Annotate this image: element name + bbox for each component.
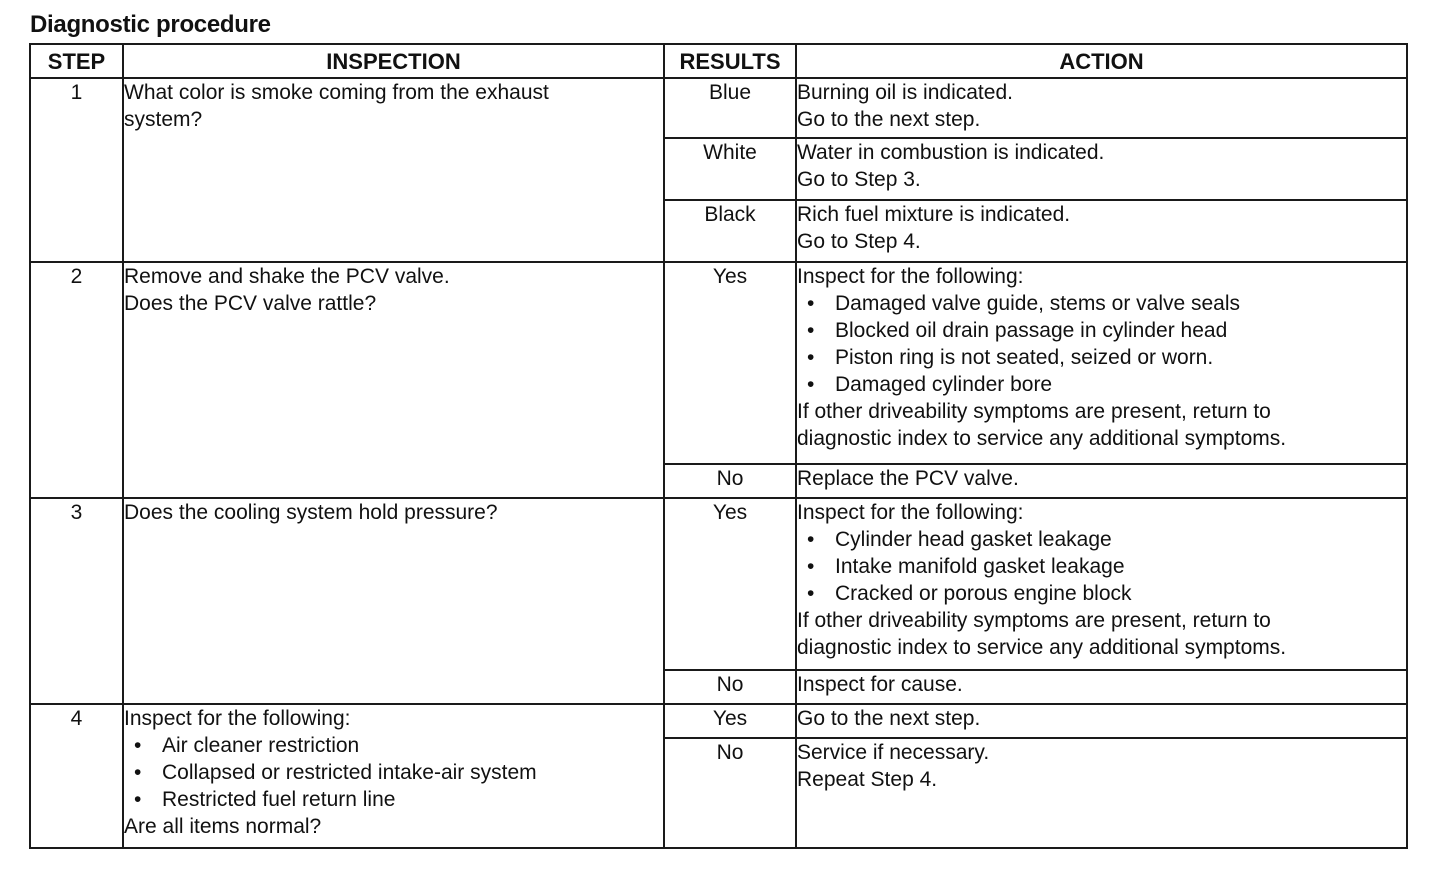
action-cell bbox=[796, 498, 1407, 670]
step-number: 2 bbox=[30, 262, 123, 498]
list-item: • Damaged valve guide, stems or valve seals bbox=[797, 290, 1406, 317]
action-line: Inspect for cause. bbox=[797, 673, 963, 696]
bullet-list bbox=[797, 526, 1406, 607]
action-cell bbox=[796, 200, 1407, 262]
result-cell: No bbox=[664, 464, 796, 498]
action-line: Go to Step 3. bbox=[797, 168, 921, 191]
list-item: • Intake manifold gasket leakage bbox=[797, 553, 1406, 580]
diagnostic-procedure-table bbox=[29, 43, 1408, 849]
result-cell: Yes bbox=[664, 262, 796, 464]
page-title: Diagnostic procedure bbox=[30, 11, 271, 38]
action-line: Water in combustion is indicated. bbox=[797, 141, 1105, 164]
result-cell: No bbox=[664, 670, 796, 704]
list-item: • Piston ring is not seated, seized or worn. bbox=[797, 344, 1406, 371]
inspection-cell bbox=[123, 498, 664, 704]
step-number: 3 bbox=[30, 498, 123, 704]
list-item: • Blocked oil drain passage in cylinder head bbox=[797, 317, 1406, 344]
action-line: diagnostic index to service any additional symptoms. bbox=[797, 427, 1287, 450]
table-row bbox=[30, 498, 1407, 670]
action-cell bbox=[796, 738, 1407, 848]
list-item: • Restricted fuel return line bbox=[124, 786, 663, 813]
step-number: 4 bbox=[30, 704, 123, 848]
inspection-cell bbox=[123, 262, 664, 498]
inspection-line: Does the cooling system hold pressure? bbox=[124, 501, 498, 524]
result-cell: Black bbox=[664, 200, 796, 262]
bullet-list bbox=[797, 290, 1406, 398]
list-item: • Collapsed or restricted intake-air system bbox=[124, 759, 663, 786]
action-line: Replace the PCV valve. bbox=[797, 467, 1019, 490]
header-results: RESULTS bbox=[664, 44, 796, 78]
table-row bbox=[30, 262, 1407, 464]
action-intro: Inspect for the following: bbox=[797, 501, 1024, 524]
list-item: • Cylinder head gasket leakage bbox=[797, 526, 1406, 553]
table-row bbox=[30, 704, 1407, 738]
inspection-line: Are all items normal? bbox=[124, 815, 322, 838]
result-cell: Yes bbox=[664, 498, 796, 670]
table-header-row bbox=[30, 44, 1407, 78]
step-number: 1 bbox=[30, 78, 123, 262]
action-cell bbox=[796, 464, 1407, 498]
inspection-line: system? bbox=[124, 108, 203, 131]
action-cell bbox=[796, 138, 1407, 200]
action-line: If other driveability symptoms are present, return to bbox=[797, 609, 1271, 632]
action-line: Burning oil is indicated. bbox=[797, 81, 1013, 104]
result-cell: Blue bbox=[664, 78, 796, 138]
header-inspection: INSPECTION bbox=[123, 44, 664, 78]
action-line: If other driveability symptoms are present, return to bbox=[797, 400, 1271, 423]
inspection-line: Remove and shake the PCV valve. bbox=[124, 265, 450, 288]
inspection-intro: Inspect for the following: bbox=[124, 707, 351, 730]
result-cell: Yes bbox=[664, 704, 796, 738]
action-line: Go to the next step. bbox=[797, 707, 981, 730]
list-item: • Cracked or porous engine block bbox=[797, 580, 1406, 607]
action-line: Rich fuel mixture is indicated. bbox=[797, 203, 1071, 226]
action-cell bbox=[796, 262, 1407, 464]
header-action: ACTION bbox=[796, 44, 1407, 78]
inspection-cell bbox=[123, 704, 664, 848]
action-cell bbox=[796, 670, 1407, 704]
action-cell bbox=[796, 78, 1407, 138]
result-cell: White bbox=[664, 138, 796, 200]
result-cell: No bbox=[664, 738, 796, 848]
action-intro: Inspect for the following: bbox=[797, 265, 1024, 288]
action-cell bbox=[796, 704, 1407, 738]
bullet-list bbox=[124, 732, 663, 813]
header-step: STEP bbox=[30, 44, 123, 78]
action-line: diagnostic index to service any additional symptoms. bbox=[797, 636, 1287, 659]
action-line: Go to Step 4. bbox=[797, 230, 921, 253]
inspection-line: What color is smoke coming from the exhaust bbox=[124, 81, 549, 104]
inspection-cell bbox=[123, 78, 664, 262]
action-line: Repeat Step 4. bbox=[797, 768, 938, 791]
list-item: • Damaged cylinder bore bbox=[797, 371, 1406, 398]
action-line: Service if necessary. bbox=[797, 741, 990, 764]
table-row bbox=[30, 78, 1407, 138]
list-item: • Air cleaner restriction bbox=[124, 732, 663, 759]
action-line: Go to the next step. bbox=[797, 108, 981, 131]
inspection-line: Does the PCV valve rattle? bbox=[124, 292, 377, 315]
